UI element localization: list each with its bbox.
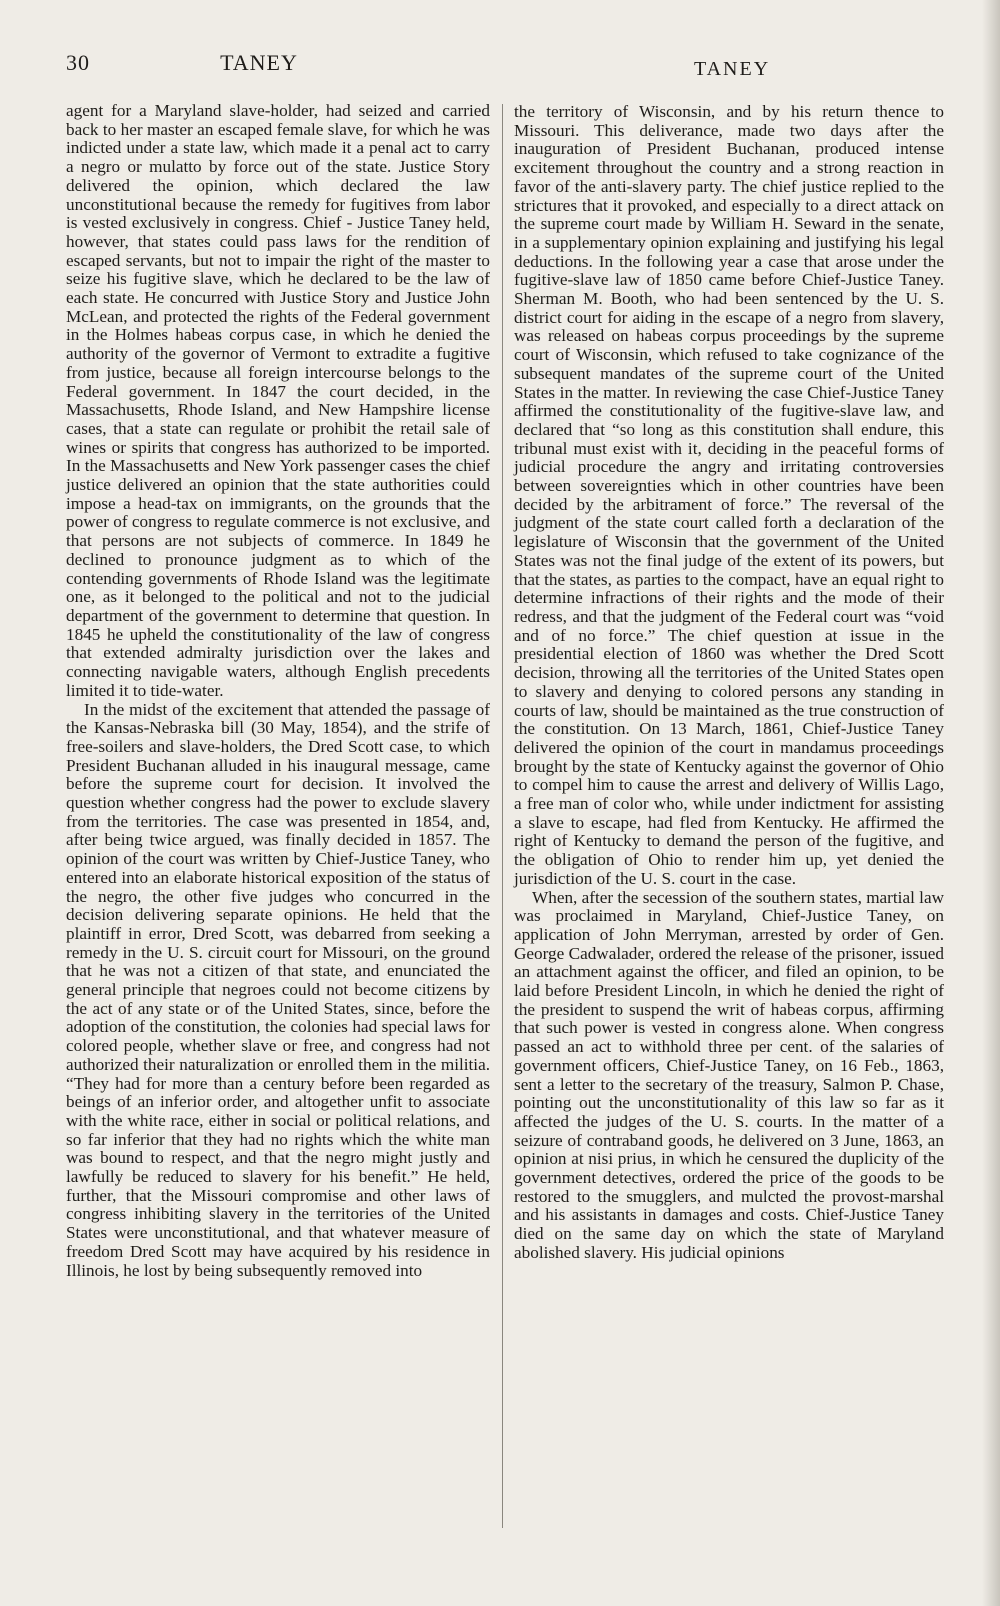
left-header xyxy=(66,50,298,76)
left-running-head: TANEY xyxy=(220,50,298,75)
column-divider xyxy=(502,104,503,1528)
page-edge-shadow xyxy=(982,0,1000,1606)
paragraph: When, after the secession of the southern states, martial law was proclaimed in Maryland, Chief-Justice Taney, on application of John Merryman, arrested by order of Gen. George Cadwalader, ordered the release of the prisoner, issued an attachment against the officer, and filed an opinion, to be laid before President Lincoln, in which he denied the right of the president to suspend the writ of habeas corpus, affirming that such power is vested in congress alone. When congress passed an act to withhold three per cent. of the salaries of government officers, Chief-Justice Taney, on 16 Feb., 1863, sent a letter to the secretary of the treasury, Salmon P. Chase, pointing out the unconstitutionality of this law so far as it affected the judges of the U. S. courts. In the matter of a seizure of contraband goods, he delivered on 3 June, 1863, an opinion at nisi prius, in which he censured the duplicity of the government detectives, ordered the price of the goods to be restored to the smugglers, and mulcted the provost-marshal and his assistants in damages and costs. Chief-Justice Taney died on the same day on which the state of Maryland abolished slavery. His judicial opinions xyxy=(514,887,944,1262)
paragraph: agent for a Maryland slave-holder, had seized and carried back to her master an escaped female slave, for which he was indicted under a state law, which made it a penal act to carry a negro or mulatto by force out of the state. Justice Story delivered the opinion, which declared the law unconstitutional because the remedy for fugitives from labor is vested exclusively in congress. Chief - Justice Taney held, however, that states could pass laws for the rendition of escaped servants, but not to impair the right of the master to seize his fugitive slave, which he declared to be the law of each state. He concurred with Justice Story and Justice John McLean, and protected the rights of the Federal government in the Holmes habeas corpus case, in which he denied the authority of the governor of Vermont to extradite a fugitive from justice, because all foreign intercourse belongs to the Federal government. In 1847 the court decided, in the Massachusetts, Rhode Island, and New Hampshire license cases, that a state can regulate or prohibit the retail sale of wines or spirits that congress has authorized to be imported. In the Massachusetts and New York passenger cases the chief justice delivered an opinion that the state authorities could impose a head-tax on immigrants, on the grounds that the power of congress to regulate commerce is not exclusive, and that persons are not subjects of commerce. In 1849 he declined to pronounce judgment as to which of the contending governments of Rhode Island was the legitimate one, as it belonged to the political and not to the judicial department of the government to determine that question. In 1845 he upheld the constitutionality of the law of congress that extended admiralty jurisdiction over the lakes and connecting navigable waters, although English precedents limited it to tide-water. xyxy=(66,101,490,700)
right-running-head: TANEY xyxy=(694,58,771,80)
paragraph: In the midst of the excitement that attended the passage of the Kansas-Nebraska bill (30 May, 1854), and the strife of free-soilers and slave-holders, the Dred Scott case, to which President Buchanan alluded in his inaugural message, came before the supreme court for decision. It involved the question whether congress had the power to exclude slavery from the territories. The case was presented in 1854, and, after being twice argued, was finally decided in 1857. The opinion of the court was written by Chief-Justice Taney, who entered into an elaborate historical exposition of the status of the negro, the other five judges who concurred in the decision delivering separate opinions. He held that the plaintiff in error, Dred Scott, was debarred from seeking a remedy in the U. S. circuit court for Missouri, on the ground that he was not a citizen of that state, and enunciated the general principle that negroes could not become citizens by the act of any state or of the United States, since, before the adoption of the constitution, the colonies had special laws for colored people, whether slave or free, and congress had not authorized their naturalization or enrolled them in the militia. “They had for more than a century before been regarded as beings of an inferior order, and altogether unfit to associate with the white race, either in social or political relations, and so far inferior that they had no rights which the white man was bound to respect, and that the negro might justly and lawfully be reduced to slavery for his benefit.” He held, further, that the Missouri compromise and other laws of congress inhibiting slavery in the territories of the United States were unconstitutional, and that whatever measure of freedom Dred Scott may have acquired by his residence in Illinois, he lost by being subsequently removed into xyxy=(66,699,490,1280)
left-text-column xyxy=(66,102,490,1280)
right-text-column xyxy=(514,103,944,1263)
page-number: 30 xyxy=(66,50,90,75)
paragraph: the territory of Wisconsin, and by his return thence to Missouri. This deliverance, made two days after the inauguration of President Buchanan, produced intense excitement throughout the country and a strong reaction in favor of the anti-slavery party. The chief justice replied to the strictures that it provoked, and especially to a direct attack on the supreme court made by William H. Seward in the senate, in a supplementary opinion explaining and justifying his legal deductions. In the following year a case that arose under the fugitive-slave law of 1850 came before Chief-Justice Taney. Sherman M. Booth, who had been sentenced by the U. S. district court for aiding in the escape of a negro from slavery, was released on habeas corpus proceedings by the supreme court of Wisconsin, which refused to take cognizance of the subsequent mandates of the supreme court of the United States in the matter. In reviewing the case Chief-Justice Taney affirmed the constitutionality of the fugitive-slave law, and declared that “so long as this constitution shall endure, this tribunal must exist with it, deciding in the peaceful forms of judicial procedure the angry and irritating controversies between sovereignties which in other countries have been decided by the arbitrament of force.” The reversal of the judgment of the state court called forth a declaration of the legislature of Wisconsin that the government of the United States was not the final judge of the extent of its powers, but that the states, as parties to the compact, have an equal right to determine infractions of their rights and the mode of their redress, and that the judgment of the Federal court was “void and of no force.” The chief question at issue in the presidential election of 1860 was whether the Dred Scott decision, throwing all the territories of the United States open to slavery and denying to colored persons any standing in courts of law, should be maintained as the true construction of the constitution. On 13 March, 1861, Chief-Justice Taney delivered the opinion of the court in mandamus proceedings brought by the state of Kentucky against the governor of Ohio to compel him to cause the arrest and delivery of Willis Lago, a free man of color who, while under indictment for assisting a slave to escape, had fled from Kentucky. He affirmed the right of Kentucky to demand the person of the fugitive, and the obligation of Ohio to render him up, yet denied the jurisdiction of the U. S. court in the case. xyxy=(514,102,944,888)
